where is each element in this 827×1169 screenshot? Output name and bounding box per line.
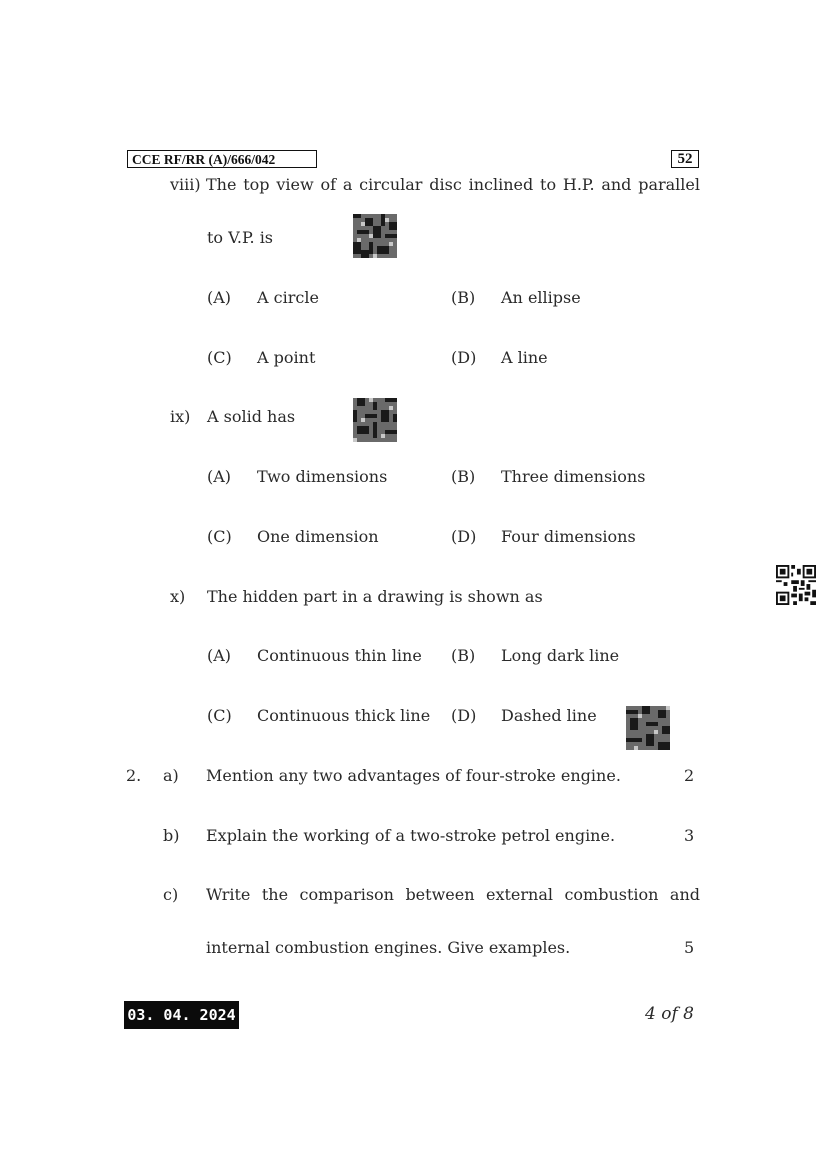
- option-text: An ellipse: [501, 288, 581, 307]
- subquestion-label: c): [163, 885, 179, 904]
- option-letter: (D): [451, 706, 477, 725]
- option-letter: (A): [207, 467, 232, 486]
- paper-number: 52: [671, 150, 699, 168]
- question-number-x: x): [170, 587, 186, 606]
- option-letter: (B): [451, 646, 476, 665]
- qr-code-icon: [353, 398, 397, 442]
- option-letter: (B): [451, 288, 476, 307]
- option-text: Dashed line: [501, 706, 597, 725]
- question-viii-line2: to V.P. is: [207, 228, 274, 247]
- question-2a-text: Mention any two advantages of four-stroke engine.: [206, 766, 621, 785]
- question-2c-line1: Write the comparison between external combustion and: [206, 885, 700, 904]
- option-letter: (C): [207, 348, 232, 367]
- paper-code: CCE RF/RR (A)/666/042: [127, 150, 317, 168]
- option-letter: (D): [451, 348, 477, 367]
- marks: 5: [684, 938, 695, 957]
- subquestion-label: b): [163, 826, 180, 845]
- question-2c-line2: internal combustion engines. Give examples.: [206, 938, 571, 957]
- page-number: 4 of 8: [645, 1004, 694, 1024]
- exam-date: 03. 04. 2024: [124, 1001, 239, 1029]
- question-number-2: 2.: [126, 766, 142, 785]
- question-x-text: The hidden part in a drawing is shown as: [207, 587, 543, 606]
- option-text: A line: [501, 348, 548, 367]
- question-number-viii: viii): [170, 175, 201, 194]
- qr-code-icon: [353, 214, 397, 258]
- option-letter: (C): [207, 527, 232, 546]
- option-letter: (C): [207, 706, 232, 725]
- option-text: Three dimensions: [501, 467, 646, 486]
- qr-code-icon: [776, 565, 816, 605]
- option-text: Long dark line: [501, 646, 620, 665]
- option-text: Continuous thin line: [257, 646, 422, 665]
- marks: 3: [684, 826, 695, 845]
- question-2b-text: Explain the working of a two-stroke petrol engine.: [206, 826, 616, 845]
- option-text: A circle: [257, 288, 319, 307]
- option-text: Four dimensions: [501, 527, 636, 546]
- question-viii-line1: The top view of a circular disc inclined to H.P. and parallel: [206, 175, 700, 194]
- option-text: One dimension: [257, 527, 379, 546]
- marks: 2: [684, 766, 695, 785]
- option-letter: (A): [207, 288, 232, 307]
- option-text: Continuous thick line: [257, 706, 431, 725]
- question-ix-text: A solid has: [207, 407, 296, 426]
- option-letter: (D): [451, 527, 477, 546]
- subquestion-label: a): [163, 766, 179, 785]
- option-text: A point: [257, 348, 316, 367]
- option-text: Two dimensions: [257, 467, 388, 486]
- question-number-ix: ix): [170, 407, 191, 426]
- option-letter: (B): [451, 467, 476, 486]
- qr-code-icon: [626, 706, 670, 750]
- option-letter: (A): [207, 646, 232, 665]
